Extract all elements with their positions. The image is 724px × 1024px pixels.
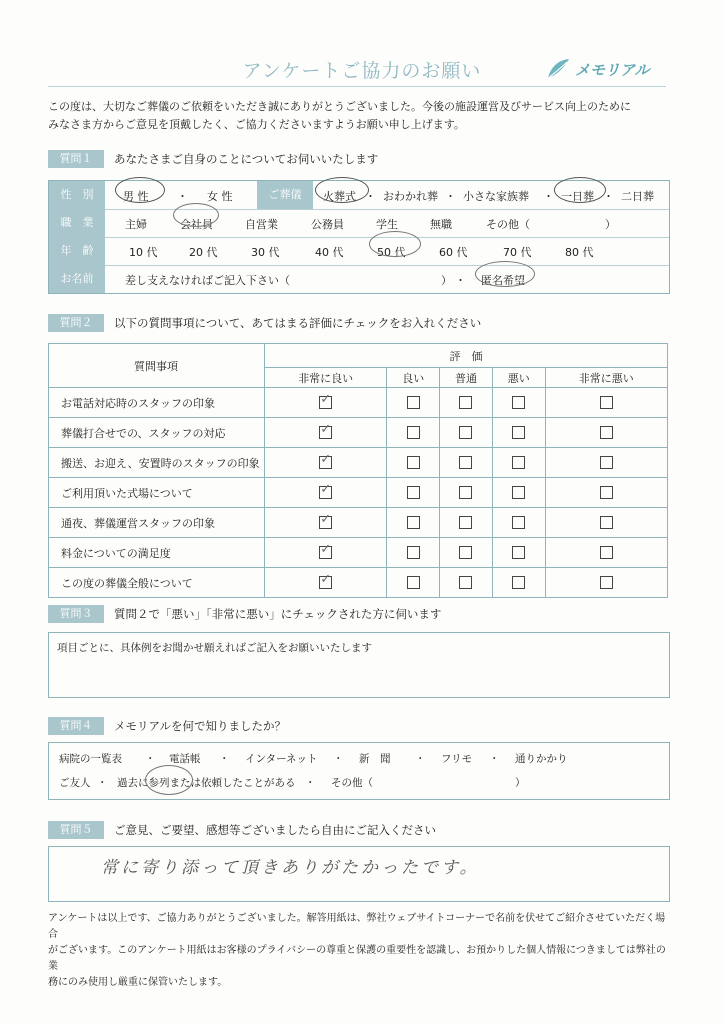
rating-cell [265, 538, 387, 568]
rating-cell [492, 538, 545, 568]
rating-checkbox[interactable] [512, 486, 525, 499]
option-age-30s[interactable]: 30 代 [251, 246, 280, 259]
option-other[interactable]: その他（ [331, 777, 373, 789]
rating-checkbox[interactable] [600, 576, 613, 589]
rating-checkbox[interactable] [512, 426, 525, 439]
option-hospital-list[interactable]: 病院の一覧表 [59, 753, 122, 765]
rating-cell [492, 388, 545, 418]
column-header: 非常に良い [265, 368, 387, 388]
separator-dot: ・ [489, 753, 500, 765]
rating-cell [265, 568, 387, 598]
option-small-family[interactable]: 小さな家族葬 [463, 190, 529, 203]
age-header: 年 齢 [49, 237, 105, 265]
rating-cell [265, 388, 387, 418]
table-row [49, 418, 668, 448]
rating-cell [265, 448, 387, 478]
closing-note [48, 911, 672, 991]
rating-checkbox[interactable] [407, 546, 420, 559]
option-phonebook[interactable]: 電話帳 [169, 753, 201, 765]
separator-dot: ・ [445, 190, 456, 203]
rating-checkbox[interactable] [319, 486, 332, 499]
q3-answer-box[interactable] [48, 632, 670, 698]
handwritten-circle [145, 765, 193, 795]
rating-checkbox[interactable] [319, 576, 332, 589]
option-anonymous[interactable]: 匿名希望 [481, 274, 525, 287]
rating-cell [387, 418, 440, 448]
separator-dot: ・ [455, 274, 466, 287]
rating-cell [545, 568, 667, 598]
table-row [49, 478, 668, 508]
column-header: 普通 [440, 368, 493, 388]
option-female[interactable]: 女 性 [207, 190, 233, 203]
page-title: アンケートご協力のお願い [242, 60, 482, 82]
name-prompt: 差し支えなければご記入下さい（ [125, 274, 290, 287]
rating-cell [545, 418, 667, 448]
option-age-60s[interactable]: 60 代 [439, 246, 468, 259]
q3-label: 質問３ [48, 605, 104, 623]
rating-checkbox[interactable] [512, 516, 525, 529]
option-cremation[interactable]: 火葬式 [323, 190, 356, 203]
rating-checkbox[interactable] [600, 396, 613, 409]
option-age-40s[interactable]: 40 代 [315, 246, 344, 259]
rating-checkbox[interactable] [407, 456, 420, 469]
rating-checkbox[interactable] [600, 486, 613, 499]
gender-row [49, 181, 669, 210]
rating-checkbox[interactable] [459, 576, 472, 589]
q1-title: あなたさまご自身のことについてお伺いいたします [114, 152, 379, 166]
q5-label: 質問５ [48, 821, 104, 839]
closing-line: アンケートは以上です、ご協力ありがとうございました。解答用紙は、弊社ウェブサイトコーナーで名前を伏せてご紹介させていただく場合 [48, 913, 666, 940]
rating-cell [265, 418, 387, 448]
rating-cell [545, 388, 667, 418]
rating-checkbox[interactable] [512, 456, 525, 469]
separator-dot: ・ [145, 753, 156, 765]
table-row [49, 388, 668, 418]
closing-line: 務にのみ使用し厳重に保管いたします。 [48, 977, 228, 988]
rating-checkbox[interactable] [319, 396, 332, 409]
title-divider [48, 86, 666, 87]
handwritten-circle [173, 203, 219, 227]
table-row [49, 568, 668, 598]
row-label: 葬儀打合せでの、スタッフの対応 [49, 418, 265, 448]
option-past-attendance[interactable]: 過去に参列または依頼したことがある [117, 777, 296, 789]
intro-text [48, 98, 668, 134]
q5-title: ご意見、ご要望、感想等ございましたら自由にご記入ください [114, 823, 436, 837]
q2-label: 質問２ [48, 314, 104, 332]
rating-cell [545, 538, 667, 568]
q5-answer-box[interactable] [48, 846, 670, 902]
name-header: お名前 [49, 265, 105, 293]
handwritten-circle [475, 261, 535, 287]
rating-cell [545, 448, 667, 478]
intro-line: この度は、大切なご葬儀のご依頼をいただき誠にありがとうございました。今後の施設運営及びサービス向上のために [48, 100, 631, 113]
job-row [49, 209, 669, 238]
row-label: 料金についての満足度 [49, 538, 265, 568]
rating-cell [387, 508, 440, 538]
q3-prompt: 項目ごとに、具体例をお聞かせ願えればご記入をお願いいたします [57, 642, 372, 654]
rating-cell [492, 508, 545, 538]
option-furimo[interactable]: フリモ [441, 753, 473, 765]
table-row [49, 538, 668, 568]
q4-options-box [48, 742, 670, 800]
row-label: この度の葬儀全般について [49, 568, 265, 598]
rating-checkbox[interactable] [600, 426, 613, 439]
rating-checkbox[interactable] [512, 546, 525, 559]
separator-dot: ・ [543, 190, 554, 203]
rating-checkbox[interactable] [319, 546, 332, 559]
option-civil-servant[interactable]: 公務員 [311, 218, 344, 231]
rating-checkbox[interactable] [319, 516, 332, 529]
evaluation-table [48, 343, 668, 598]
job-header: 職 業 [49, 209, 105, 237]
rating-cell [440, 508, 493, 538]
rating-checkbox[interactable] [459, 546, 472, 559]
table-row [49, 508, 668, 538]
evaluation-header: 評 価 [265, 344, 668, 368]
option-employee[interactable]: 会社員 [180, 218, 213, 231]
rating-cell [265, 508, 387, 538]
option-two-day[interactable]: 二日葬 [621, 190, 654, 203]
rating-checkbox[interactable] [459, 456, 472, 469]
intro-line: みなさま方からご意見を頂戴したく、ご協力くださいますようお願い申し上げます。 [48, 118, 465, 131]
logo-text: メモリアル [575, 61, 650, 79]
column-header: 良い [387, 368, 440, 388]
table-row [49, 448, 668, 478]
separator-dot: ・ [333, 753, 344, 765]
separator-dot: ・ [219, 753, 230, 765]
row-label: お電話対応時のスタッフの印象 [49, 388, 265, 418]
q4-label: 質問４ [48, 717, 104, 735]
option-age-50s[interactable]: 50 代 [377, 246, 406, 259]
option-housewife[interactable]: 主婦 [125, 218, 147, 231]
rating-cell [387, 388, 440, 418]
rating-cell [440, 448, 493, 478]
rating-cell [440, 478, 493, 508]
rating-checkbox[interactable] [319, 456, 332, 469]
separator-dot: ・ [97, 777, 108, 789]
separator-dot: ・ [603, 190, 614, 203]
other-close-paren: ） [605, 218, 616, 231]
rating-cell [387, 568, 440, 598]
rating-cell [440, 388, 493, 418]
option-age-20s[interactable]: 20 代 [189, 246, 218, 259]
handwritten-circle [115, 177, 165, 203]
rating-checkbox[interactable] [407, 396, 420, 409]
option-unemployed[interactable]: 無職 [430, 218, 452, 231]
row-label: ご利用頂いた式場について [49, 478, 265, 508]
rating-checkbox[interactable] [407, 486, 420, 499]
option-friend[interactable]: ご友人 [59, 777, 91, 789]
age-row [49, 237, 669, 266]
rating-cell [440, 568, 493, 598]
rating-cell [387, 538, 440, 568]
rating-checkbox[interactable] [319, 426, 332, 439]
q1-profile-table [48, 180, 670, 294]
q4-title: メモリアルを何で知りましたか？ [114, 719, 287, 733]
company-logo [545, 52, 665, 86]
separator-dot: ・ [305, 777, 316, 789]
rating-cell [440, 418, 493, 448]
name-close-paren: ） [441, 274, 452, 287]
handwritten-circle [369, 231, 421, 257]
option-age-70s[interactable]: 70 代 [503, 246, 532, 259]
option-farewell[interactable]: おわかれ葬 [383, 190, 438, 203]
rating-cell [387, 448, 440, 478]
row-label: 通夜、葬儀運営スタッフの印象 [49, 508, 265, 538]
option-one-day[interactable]: 一日葬 [561, 190, 594, 203]
rating-cell [545, 478, 667, 508]
separator-dot: ・ [365, 190, 376, 203]
q3-title: 質問２で「悪い」「非常に悪い」にチェックされた方に伺います [114, 607, 442, 621]
closing-line: がございます。このアンケート用紙はお客様のプライバシーの尊重と保護の重要性を認識し、お預かりした個人情報につきましては弊社の業 [48, 945, 666, 972]
rating-checkbox[interactable] [459, 396, 472, 409]
rating-cell [492, 478, 545, 508]
rating-checkbox[interactable] [512, 396, 525, 409]
rating-cell [265, 478, 387, 508]
item-header: 質問事項 [49, 344, 265, 388]
rating-checkbox[interactable] [600, 456, 613, 469]
rating-checkbox[interactable] [600, 546, 613, 559]
handwritten-circle [315, 177, 369, 203]
rating-checkbox[interactable] [459, 426, 472, 439]
handwritten-answer: 常に寄り添って頂きありがたかったです。 [101, 858, 480, 878]
rating-cell [545, 508, 667, 538]
option-age-80s[interactable]: 80 代 [565, 246, 594, 259]
option-age-10s[interactable]: 10 代 [129, 246, 158, 259]
rating-checkbox[interactable] [600, 516, 613, 529]
rating-checkbox[interactable] [407, 576, 420, 589]
leaf-logo-icon [545, 56, 571, 82]
rating-cell [492, 448, 545, 478]
name-row [49, 265, 669, 293]
rating-checkbox[interactable] [407, 516, 420, 529]
rating-checkbox[interactable] [459, 516, 472, 529]
option-newspaper[interactable]: 新 聞 [359, 753, 391, 765]
separator-dot: ・ [415, 753, 426, 765]
gender-header: 性 別 [49, 181, 105, 209]
option-student[interactable]: 学生 [376, 218, 398, 231]
column-header: 非常に悪い [545, 368, 667, 388]
option-other[interactable]: その他（ [486, 218, 530, 231]
funeral-header: ご葬儀 [257, 181, 313, 209]
q1-label: 質問１ [48, 150, 104, 168]
other-close-paren: ） [515, 777, 526, 789]
option-internet[interactable]: インターネット [245, 753, 318, 765]
rating-cell [387, 478, 440, 508]
column-header: 悪い [492, 368, 545, 388]
rating-checkbox[interactable] [512, 576, 525, 589]
separator-dot: ・ [177, 190, 188, 203]
evaluation-rows [49, 388, 668, 598]
row-label: 搬送、お迎え、安置時のスタッフの印象 [49, 448, 265, 478]
rating-cell [492, 568, 545, 598]
option-passing-by[interactable]: 通りかかり [515, 753, 568, 765]
option-self-employed[interactable]: 自営業 [245, 218, 278, 231]
rating-cell [492, 418, 545, 448]
rating-checkbox[interactable] [459, 486, 472, 499]
rating-checkbox[interactable] [407, 426, 420, 439]
rating-cell [440, 538, 493, 568]
q2-title: 以下の質問事項について、あてはまる評価にチェックをお入れください [114, 316, 482, 330]
option-male[interactable]: 男 性 [123, 190, 149, 203]
handwritten-circle [554, 177, 606, 203]
